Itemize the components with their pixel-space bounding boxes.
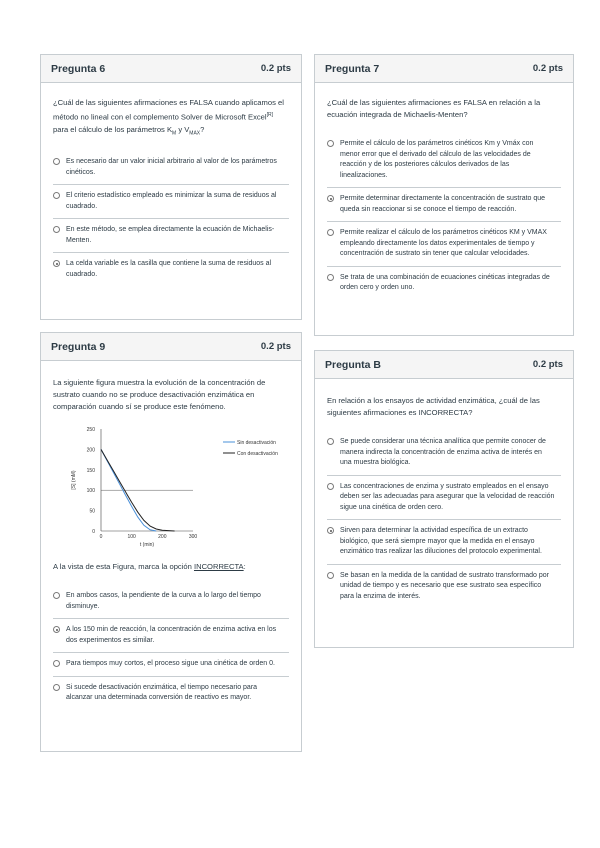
question-header [41,333,301,361]
y-tick-label: 200 [86,447,95,454]
answer-option[interactable]: Se trata de una combinación de ecuaciones cinéticas integradas de orden cero y orden uno. [327,266,561,300]
question-text: ¿Cuál de las siguientes afirmaciones es FALSA en relación a la ecuación integrada de Michaelis-Menten? [327,98,541,119]
radio-button[interactable] [53,158,60,165]
question-card-6 [40,54,302,320]
answer-option[interactable]: En ambos casos, la pendiente de la curva a lo largo del tiempo disminuye. [53,585,289,618]
x-tick-label: 300 [188,534,198,540]
question-points: 0.2 pts [260,63,291,74]
answer-option[interactable]: El criterio estadístico empleado es minimizar la suma de residuos al cuadrado. [53,184,289,218]
y-axis-label: [S] (mM) [71,470,77,490]
question-title: Pregunta B [325,358,382,371]
y-tick-label: 50 [89,508,95,515]
question-header [315,55,573,83]
radio-button[interactable] [327,572,334,579]
answer-option[interactable]: Sirven para determinar la actividad específica de un extracto biológico, que será siempre mayor que la medida en el ensayo enzimático tras realizar las diluciones del protocolo experimental. [327,519,561,564]
question-points: 0.2 pts [532,63,563,74]
answer-option[interactable]: A los 150 min de reacción, la concentración de enzima activa en los dos experimentos es similar. [53,618,289,652]
question-points: 0.2 pts [260,341,291,352]
radio-button[interactable] [327,274,334,281]
y-tick-label: 250 [86,427,95,433]
question-prompt: A la vista de esta Figura, marca la opción INCORRECTA: [53,562,246,571]
answer-option[interactable]: En este método, se emplea directamente la ecuación de Michaelis-Menten. [53,218,289,252]
radio-button-selected[interactable] [327,527,334,534]
question-card-9 [40,332,302,752]
question-text: En relación a los ensayos de actividad enzimática, ¿cuál de las siguientes afirmaciones es INCORRECTA? [327,396,540,417]
question-title: Pregunta 7 [325,62,380,75]
radio-button[interactable] [327,438,334,445]
answer-option[interactable]: La celda variable es la casilla que contiene la suma de residuos al cuadrado. [53,252,289,286]
y-tick-label: 0 [92,529,95,535]
question-card-b [314,350,574,648]
radio-button[interactable] [53,684,60,691]
answer-option[interactable]: Permite determinar directamente la concentración de sustrato que queda sin reaccionar si se conoce el tiempo de reacción. [327,187,561,221]
question-header [41,55,301,83]
legend-label: Sin desactivación [237,440,276,446]
answer-option[interactable]: Permite realizar el cálculo de los parámetros cinéticos KM y VMAX empleando directamente los datos experimentales de tiempo y concentración de sustrato sin tener que calcular velocidades. [327,221,561,266]
answer-option[interactable]: Las concentraciones de enzima y sustrato empleados en el ensayo deben ser las adecuadas para asegurar que la velocidad de reacción sigue una cinética de orden cero. [327,475,561,520]
question-text: La siguiente figura muestra la evolución de la concentración de sustrato cuando no se produce desactivación enzimática en comparación cuando sí se produce este fenómeno. [53,378,266,411]
question-header [315,351,573,379]
x-axis-label: t (min) [139,542,155,548]
radio-button-selected[interactable] [53,260,60,267]
question-text: ¿Cuál de las siguientes afirmaciones es FALSA cuando aplicamos el método no lineal con el complemento Solver de Microsoft Excel[R] para el cálculo de los parámetros $K_M$ y $V_{MAX}$? [53,98,284,137]
question-points: 0.2 pts [532,359,563,370]
x-tick-label: 100 [127,534,136,540]
y-tick-label: 150 [86,467,95,474]
y-tick-label: 100 [86,488,95,495]
legend-label: Con desactivación [237,451,278,457]
radio-button[interactable] [53,592,60,599]
question-title: Pregunta 6 [51,62,106,75]
radio-button[interactable] [327,229,334,236]
radio-button[interactable] [53,226,60,233]
answer-option[interactable]: Se puede considerar una técnica analítica que permite conocer de manera indirecta la concentración de enzima activa de interés en una muestra biológica. [327,431,561,475]
answer-option[interactable]: Se basan en la medida de la cantidad de sustrato transformado por unidad de tiempo y es necesario que ese sustrato sea específico para la enzima de interés. [327,564,561,609]
radio-button-selected[interactable] [327,195,334,202]
x-tick-label: 200 [158,534,167,540]
radio-button-selected[interactable] [53,626,60,633]
substrate-chart [53,419,293,555]
answer-option[interactable]: Es necesario dar un valor inicial arbitrario al valor de los parámetros cinéticos. [53,151,289,184]
radio-button[interactable] [53,660,60,667]
question-card-7 [314,54,574,336]
radio-button[interactable] [327,483,334,490]
x-tick-label: 0 [99,534,103,540]
answer-option[interactable]: Para tiempos muy cortos, el proceso sigue una cinética de orden 0. [53,652,289,676]
radio-button[interactable] [53,192,60,199]
answer-option[interactable]: Permite el cálculo de los parámetros cinéticos Km y Vmáx con menor error que el derivado del cálculo de las velocidades de reacción y de los posteriores cálculos derivados de las linealizaciones. [327,133,561,187]
question-title: Pregunta 9 [51,340,106,353]
answer-option[interactable]: Si sucede desactivación enzimática, el tiempo necesario para alcanzar una determinada conversión de reactivo es mayor. [53,676,289,710]
radio-button[interactable] [327,140,334,147]
